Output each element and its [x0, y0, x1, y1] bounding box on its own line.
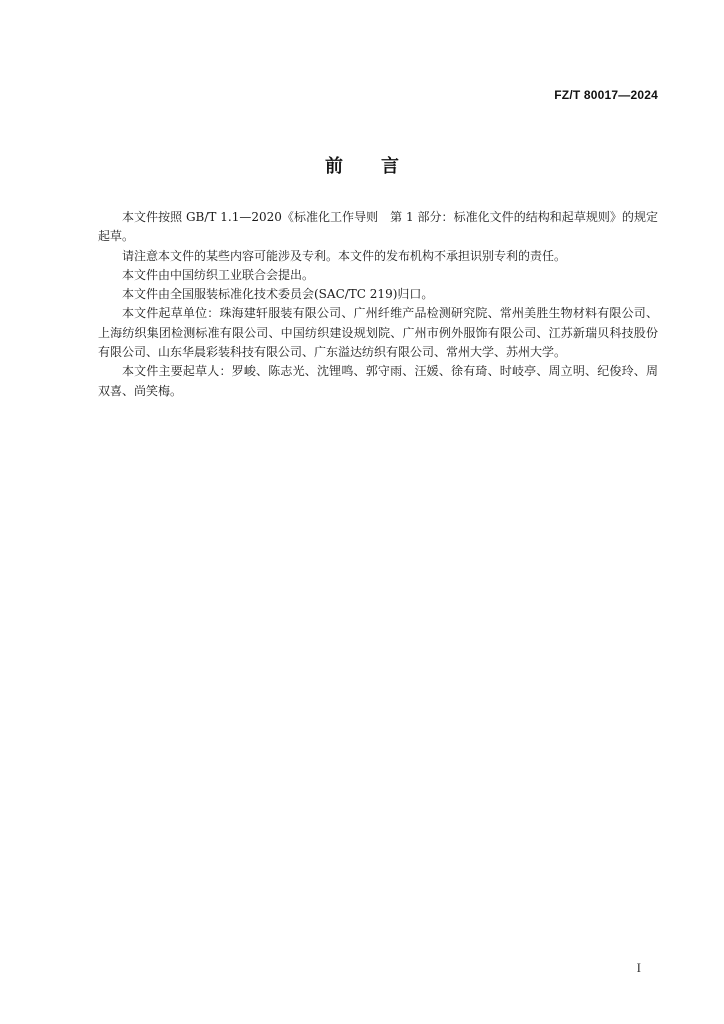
paragraph-proposer: 本文件由中国纺织工业联合会提出。	[122, 267, 315, 282]
paragraph-drafters: 本文件主要起草人：罗峻、陈志光、沈锂鸣、郭守雨、汪媛、徐有琦、时岐亭、周立明、纪俊玲、周双喜、尚笑梅。	[98, 364, 658, 398]
paragraph-patent-notice: 请注意本文件的某些内容可能涉及专利。本文件的发布机构不承担识别专利的责任。	[122, 248, 567, 263]
paragraph-drafting-units: 本文件起草单位：珠海建轩服装有限公司、广州纤维产品检测研究院、常州美胜生物材料有限公司、上海纺织集团检测标准有限公司、中国纺织建设规划院、广州市例外服饰有限公司、江苏新瑞贝科技股份有限公司、山东华晨彩装科技有限公司、广东溢达纺织有限公司、常州大学、苏州大学。	[98, 306, 658, 360]
page-number: I	[636, 960, 641, 975]
foreword-body	[98, 208, 658, 401]
page-title: 前言	[325, 156, 437, 177]
paragraph-drafting-basis: 本文件按照 GB/T 1.1—2020《标准化工作导则 第 1 部分：标准化文件的结构和起草规则》的规定起草。	[98, 210, 658, 244]
paragraph-committee: 本文件由全国服装标准化技术委员会(SAC/TC 219)归口。	[122, 287, 434, 302]
document-code: FZ/T 80017—2024	[554, 88, 658, 102]
